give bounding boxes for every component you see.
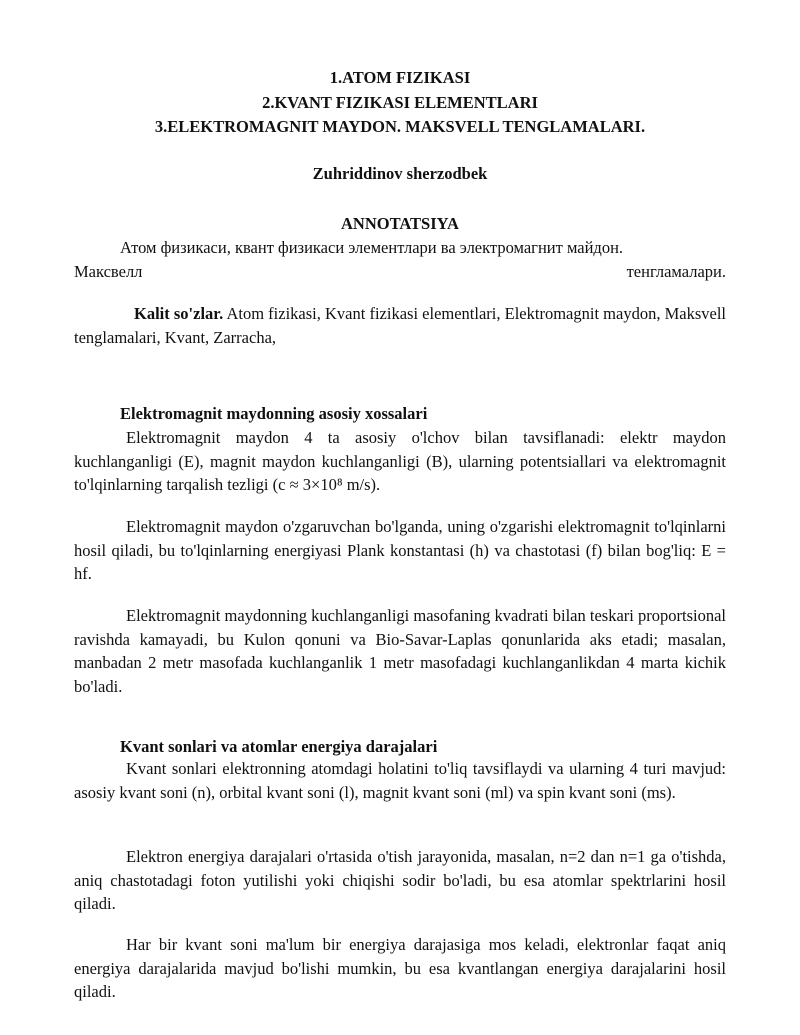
section2-paragraph-3: Har bir kvant soni ma'lum bir energiya darajasiga mos keladi, elektronlar faqat aniq energiya darajalarida mavjud bo'lishi mumkin, bu esa kvantlangan energiya darajalarini hosil qiladi. (74, 935, 726, 1001)
annotation-text (74, 236, 726, 283)
section2-paragraph-1: Kvant sonlari elektronning atomdagi holatini to'liq tavsiflaydi va ularning 4 turi mavjud: asosiy kvant soni (n), orbital kvant soni (l), magnit kvant soni (ml) va spin kvant soni (ms). (74, 759, 726, 802)
title-line-1: 1.ATOM FIZIKASI (329, 68, 471, 87)
section1-paragraph-2: Elektromagnit maydon o'zgaruvchan bo'lganda, uning o'zgarishi elektromagnit to'lqinlarni hosil qiladi, bu to'lqinlarning energiyasi Plank konstantasi (h) va chastotasi (f) bilan bog'liq: E = hf. (74, 517, 726, 583)
annotation-word-equations: тенгламалари. (626, 261, 726, 281)
title-line-3: 3.ELEKTROMAGNIT MAYDON. MAKSVELL TENGLAMALARI. (154, 117, 646, 136)
keywords-paragraph (74, 302, 726, 349)
author-name: Zuhriddinov sherzodbek (312, 164, 488, 183)
section1-paragraph-1: Elektromagnit maydon 4 ta asosiy o'lchov bilan tavsiflanadi: elektr maydon kuchlanganligi (E), magnit maydon kuchlanganligi (B), ularning potentsiallari va elektromagnit to'lqinlarning tarqalish tezligi (c ≈ 3×10⁸ m/s). (74, 428, 726, 494)
title-line-2: 2.KVANT FIZIKASI ELEMENTLARI (262, 92, 538, 112)
annotation-line-2 (74, 260, 726, 284)
section-heading-electromagnetic: Elektromagnit maydonning asosiy xossalari (120, 404, 428, 423)
section-heading-quantum: Kvant sonlari va atomlar energiya darajalari (120, 737, 438, 756)
annotation-word-maxwell: Максвелл (74, 261, 143, 281)
section1-paragraph-3: Elektromagnit maydonning kuchlanganligi masofaning kvadrati bilan teskari proportsional ravishda kamayadi, bu Kulon qonuni va Bio-Savar-Laplas qonunlarida aks etadi; masalan, manbadan 2 metr masofada kuchlanganlik 1 metr masofadagi kuchlanganlikdan 4 marta kichik bo'ladi. (74, 606, 726, 696)
title-block (0, 66, 800, 140)
section2-paragraph-2: Elektron energiya darajalari o'rtasida o'tish jarayonida, masalan, n=2 dan n=1 ga o'tishda, aniq chastotadagi foton yutilishi yoki chiqishi sodir bo'ladi, bu esa atomlar spektrlarini hosil qiladi. (74, 847, 726, 913)
annotation-heading: ANNOTATSIYA (341, 214, 459, 233)
keywords-label: Kalit so'zlar. (134, 304, 224, 323)
annotation-line-1: Атом физикаси, квант физикаси элементлари ва электромагнит майдон. (120, 238, 624, 257)
keywords-text: Atom fizikasi, Kvant fizikasi elementlari, Elektromagnit maydon, Maksvell tenglamalari, Kvant, Zarracha, (74, 304, 726, 347)
